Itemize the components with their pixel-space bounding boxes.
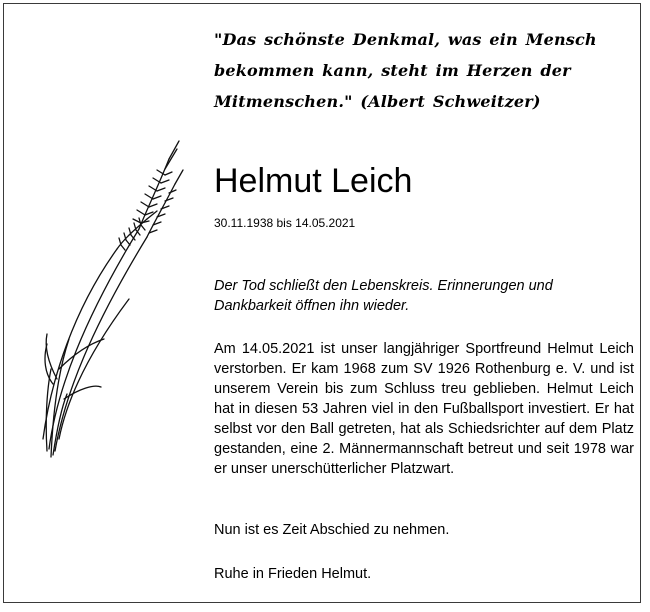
- wheat-icon: [29, 139, 189, 469]
- life-dates: 30.11.1938 bis 14.05.2021: [214, 216, 356, 230]
- motto-text: Der Tod schließt den Lebenskreis. Erinnerungen und Dankbarkeit öffnen ihn wieder.: [214, 278, 553, 314]
- closing-text: Nun ist es Zeit Abschied zu nehmen.: [214, 522, 450, 538]
- obituary-card: [3, 3, 641, 603]
- farewell-text: Ruhe in Frieden Helmut.: [214, 566, 372, 582]
- quote-text: "Das schönste Denkmal, was ein Mensch bekommen kann, steht im Herzen der Mitmenschen." (Albert Schweitzer): [214, 30, 597, 111]
- deceased-name: Helmut Leich: [214, 162, 413, 200]
- obituary-body: Am 14.05.2021 ist unser langjähriger Sportfreund Helmut Leich verstorben. Er kam 1968 zum SV 1926 Rothenburg e. V. und ist unserem Verein bis zum Schluss treu geblieben. Helmut Leich hat in diesen 53 Jahren viel in den Fußballsport investiert. Er hat selbst vor den Ball getreten, hat als Schiedsrichter auf dem Platz gestanden, eine 2. Männermannschaft betreut und seit 1978 war er unser unerschütterlicher Platzwart.: [214, 341, 634, 477]
